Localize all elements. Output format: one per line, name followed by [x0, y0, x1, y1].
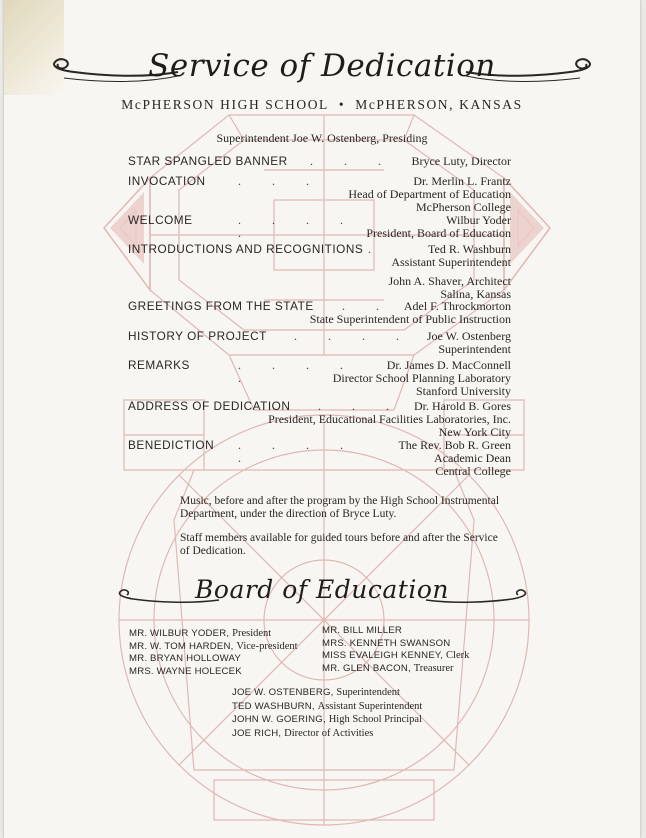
member-name: MRS. WAYNE HOLECEK: [129, 665, 242, 677]
participant-title: Academic Dean: [434, 451, 511, 465]
participant-name: Dr. James D. MacConnell: [386, 358, 511, 372]
program-item-label: HISTORY OF PROJECT: [128, 329, 267, 343]
member-role: Treasurer: [413, 662, 454, 674]
program-item-participant: [348, 175, 511, 214]
program-page: [4, 0, 640, 838]
participant-title: Salina, Kansas: [440, 287, 511, 301]
leader-dots: .: [368, 242, 385, 256]
board-member: [129, 666, 242, 677]
participant-title: John A. Shaver, Architect: [388, 274, 511, 288]
member-name: JOHN W. GOERING,: [232, 714, 326, 725]
program-item-label: BENEDICTION: [128, 438, 215, 452]
participant-name: Dr. Merlin L. Frantz: [413, 174, 511, 188]
leader-dots: . . . . .: [238, 438, 357, 465]
participant-title: State Superintendent of Public Instruction: [309, 312, 511, 326]
member-name: MRS. KENNETH SWANSON: [322, 637, 451, 649]
board-member: [232, 728, 373, 739]
member-role: High School Principal: [328, 714, 423, 725]
member-name: TED WASHBURN,: [232, 700, 315, 712]
program-item-label: INVOCATION: [128, 174, 206, 188]
member-name: JOE W. OSTENBERG,: [232, 687, 334, 698]
program-item-label: INTRODUCTIONS AND RECOGNITIONS: [128, 242, 364, 256]
participant-name: The Rev. Bob R. Green: [398, 438, 511, 452]
board-member: [129, 653, 241, 664]
board-member: [129, 628, 271, 639]
participant-name: Ted R. Washburn: [428, 242, 511, 256]
participant-title: Superintendent: [438, 342, 511, 356]
board-member: [232, 701, 422, 712]
board-member: [232, 687, 400, 698]
leader-dots: . . . .: [310, 154, 429, 168]
leader-dots: . . . . .: [238, 213, 357, 240]
program-item-participant: [389, 243, 512, 301]
participant-title: Stanford University: [416, 384, 511, 398]
member-role: Clerk: [446, 650, 470, 661]
member-name: MR. BILL MILLER: [322, 625, 402, 636]
participant-title: Central College: [435, 464, 511, 478]
member-name: MR. BRYAN HOLLOWAY: [129, 653, 241, 664]
member-role: Director of Activities: [284, 727, 374, 739]
music-note: Music, before and after the program by the High School Instrumental Department, under the direction of Bryce Luty.: [180, 495, 500, 520]
program-item-participant: [268, 400, 511, 439]
board-member: [232, 714, 422, 725]
member-role: Assistant Superintendent: [317, 700, 423, 712]
leader-dots: . . . . .: [238, 358, 357, 385]
program-item-label: STAR SPANGLED BANNER: [128, 154, 288, 168]
participant-name: Joe W. Ostenberg: [426, 329, 511, 343]
member-name: JOE RICH,: [232, 727, 282, 739]
participant-title: Head of Department of Education: [348, 187, 511, 201]
board-member: [322, 663, 454, 674]
participant-title: President, Educational Facilities Laboratories, Inc.: [268, 412, 511, 426]
member-name: MR. WILBUR YODER,: [129, 628, 230, 639]
member-role: Vice-president: [236, 640, 298, 652]
separator-dot: •: [338, 97, 346, 112]
board-member: [322, 638, 450, 649]
board-title: Board of Education: [195, 575, 449, 604]
program-item-participant: [366, 214, 511, 240]
member-name: MR. GLEN BACON,: [322, 662, 411, 674]
program-item-label: WELCOME: [128, 213, 193, 227]
participant-name: Adel F. Throckmorton: [403, 299, 511, 313]
school-line: [4, 97, 640, 113]
board-member: [322, 625, 402, 636]
page-title: Service of Dedication: [148, 48, 496, 84]
program-item-participant: [333, 359, 511, 398]
member-role: Superintendent: [336, 687, 400, 698]
school-name: McPHERSON HIGH SCHOOL: [121, 97, 329, 112]
program-item-participant: [310, 300, 511, 326]
school-location: McPHERSON, KANSAS: [355, 97, 523, 112]
member-name: MR. W. TOM HARDEN,: [129, 640, 234, 652]
participant-title: President, Board of Education: [366, 226, 511, 240]
program-item-label: REMARKS: [128, 358, 190, 372]
participant-title: Assistant Superintendent: [391, 255, 511, 269]
board-member: [129, 641, 298, 652]
leader-dots: . . .: [238, 174, 323, 188]
program-item-label: GREETINGS FROM THE STATE: [128, 299, 314, 313]
leader-dots: . .: [342, 299, 393, 313]
leader-dots: . . . .: [294, 329, 413, 343]
program-item-participant: [398, 439, 511, 478]
member-name: MISS EVALEIGH KENNEY,: [322, 650, 444, 661]
leader-dots: . . .: [318, 399, 403, 413]
participant-name: Wilbur Yoder: [446, 213, 511, 227]
program-item-participant: [427, 330, 511, 356]
program-item-participant: [411, 155, 511, 168]
participant-name: Bryce Luty, Director: [411, 154, 511, 168]
board-member: [322, 650, 469, 661]
program-item-label: ADDRESS OF DEDICATION: [128, 399, 291, 413]
member-role: President: [232, 628, 272, 639]
participant-title: McPherson College: [416, 200, 511, 214]
participant-name: Dr. Harold B. Gores: [414, 399, 511, 413]
presiding-line: Superintendent Joe W. Ostenberg, Presiding: [216, 131, 428, 145]
tours-note: Staff members available for guided tours before and after the Service of Dedication.: [180, 532, 498, 557]
participant-title: New York City: [438, 425, 511, 439]
participant-title: Director School Planning Laboratory: [332, 371, 511, 385]
